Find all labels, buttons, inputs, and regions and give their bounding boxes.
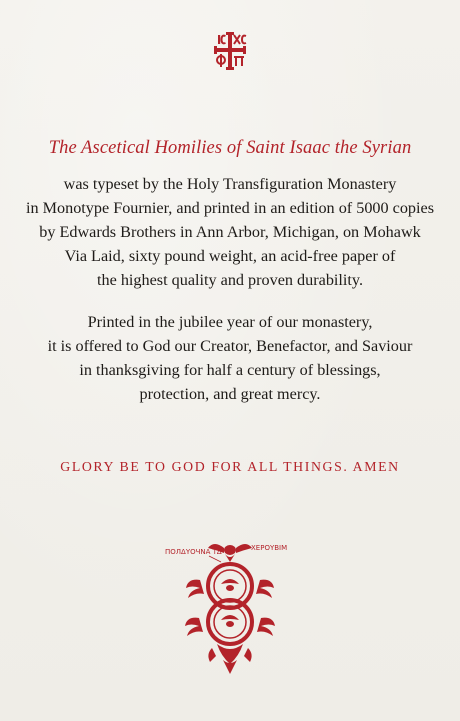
dedication-paragraph xyxy=(0,310,460,406)
footer-emblem-label-right: ХЕРΟΥΒІМ xyxy=(251,544,288,552)
colophon-line: by Edwards Brothers in Ann Arbor, Michigan, on Mohawk xyxy=(39,223,421,241)
header-emblem xyxy=(0,30,460,77)
dedication-line: protection, and great mercy. xyxy=(139,385,321,403)
cherubim-seraphim-wheels-icon xyxy=(155,536,305,696)
colophon-line: the highest quality and proven durability. xyxy=(97,271,363,289)
colophon-line: Via Laid, sixty pound weight, an acid-free paper of xyxy=(64,247,396,265)
dedication-line: in thanksgiving for half a century of blessings, xyxy=(79,361,381,379)
colophon-line: in Monotype Fournier, and printed in an edition of 5000 copies xyxy=(25,199,434,217)
dedication-line: it is offered to God our Creator, Benefactor, and Saviour xyxy=(47,337,413,355)
dedication-line: Printed in the jubilee year of our monastery, xyxy=(87,313,373,331)
closing-doxology: GLORY BE TO GOD FOR ALL THINGS. AMEN xyxy=(60,459,400,474)
chi-rho-cross-monogram-icon xyxy=(210,30,250,72)
colophon-line: was typeset by the Holy Transfiguration Monastery xyxy=(63,175,397,193)
colophon-paragraph xyxy=(0,172,460,292)
book-title: The Ascetical Homilies of Saint Isaac the Syrian xyxy=(48,138,412,158)
footer-emblem-label-left: ПОЛΔΥΟЧΝΑ ТΔ xyxy=(165,548,222,556)
footer-emblem xyxy=(0,536,460,701)
